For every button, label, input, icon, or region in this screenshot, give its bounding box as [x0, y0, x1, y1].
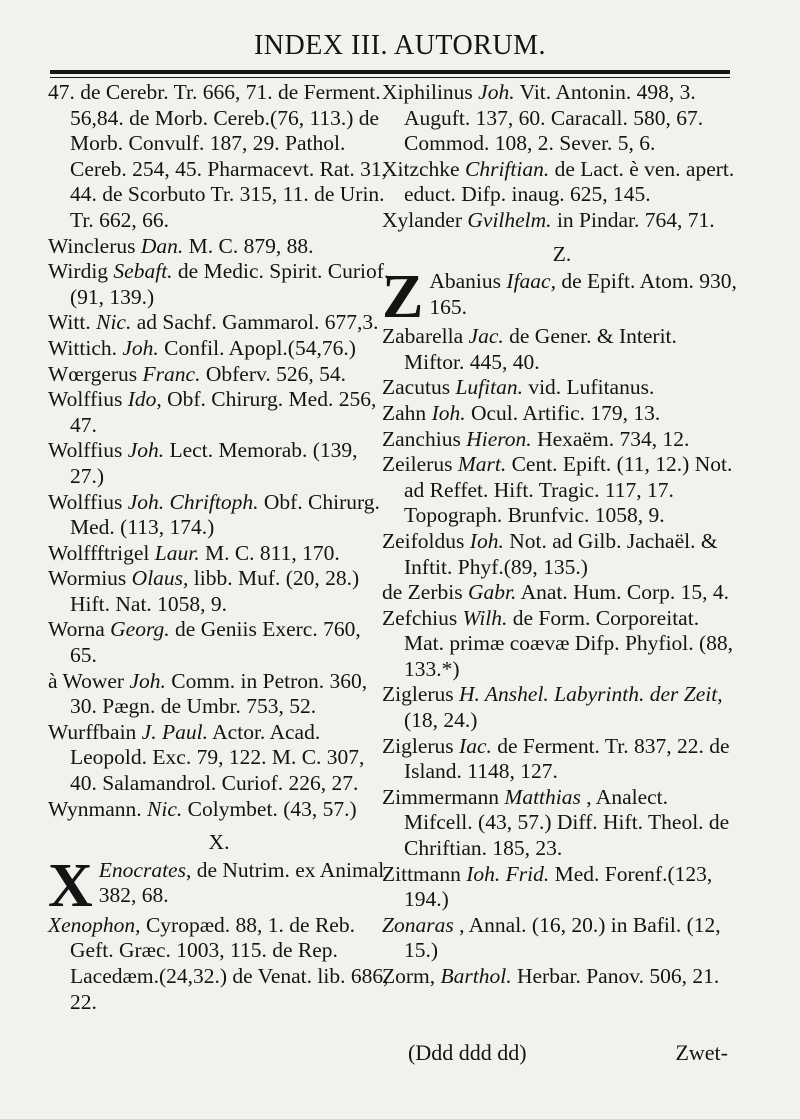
entry-author-given: Joh. [127, 438, 165, 463]
entry-author-name: Zeifoldus [382, 528, 465, 553]
entry-author-name: Wormius [48, 566, 127, 591]
entry-works: vid. Lufitanus. [528, 375, 655, 400]
entry-works: Cent. Epift. (11, 12.) Not. ad Reffet. Hift. Tragic. 117, 17. Topograph. Brunfvic. 1058, 9. [404, 452, 733, 528]
index-entry [48, 797, 390, 823]
entry-author-name: Wirdig [48, 259, 109, 284]
entry-author-given: Chriftian. [464, 156, 550, 181]
index-entry [382, 964, 742, 990]
entry-works: Confil. Apopl.(54,76.) [164, 335, 356, 360]
index-entry [382, 606, 742, 683]
entry-works: M. C. 879, 88. [188, 233, 314, 258]
entry-author-given: Franc. [142, 361, 201, 386]
entry-author-given: Zonaras [382, 912, 454, 937]
entry-author-name: de Zerbis [382, 580, 463, 605]
entry-works: M. C. 811, 170. [204, 540, 340, 565]
entry-author-given: Gvilhelm. [467, 207, 552, 232]
left-entry-list [48, 80, 390, 822]
entry-author-name: Wolffius [48, 489, 123, 514]
entry-author-given: Xenophon, [48, 912, 141, 937]
entry-works: de Lact. è ven. apert. educt. Difp. inaug. 625, 145. [404, 156, 735, 207]
index-entry [382, 375, 742, 401]
index-entry [48, 438, 390, 489]
index-entry [48, 259, 390, 310]
entry-author-name: Wœrgerus [48, 361, 138, 386]
entry-author-given: Olaus, [131, 566, 189, 591]
section-z-first-entry [382, 263, 742, 332]
right-column [382, 80, 742, 990]
entry-author-given: Iac. [459, 733, 492, 758]
index-entry [48, 234, 390, 260]
entry-author-name: Zittmann [382, 861, 461, 886]
index-entry [382, 734, 742, 785]
entry-author-name: Ziglerus [382, 682, 454, 707]
entry-author-given: H. Anshel. Labyrinth. der Zeit, [459, 682, 723, 707]
entry-works: in Pindar. 764, 71. [556, 207, 715, 232]
index-entry [48, 913, 390, 1015]
entry-works: de Gener. & Interit. Miftor. 445, 40. [404, 324, 677, 374]
entry-works: de Geniis Exerc. 760, 65. [70, 617, 361, 668]
entry-works: libb. Muf. (20, 28.) Hift. Nat. 1058, 9. [70, 566, 360, 616]
entry-author-given: Mart. [457, 452, 507, 477]
entry-works: Obferv. 526, 54. [205, 361, 346, 386]
entry-author-name: Winclerus [48, 233, 136, 258]
entry-works: Obf. Chirurg. Med. (113, 174.) [70, 489, 380, 540]
index-entry [382, 682, 742, 733]
entry-author-given: Gabr. [467, 580, 517, 605]
entry-works: Actor. Acad. Leopold. Exc. 79, 122. M. C. 307, 40. Salamandrol. Curiof. 226, 27. [70, 719, 365, 796]
drop-initial-x: X [48, 851, 93, 920]
signature-mark: (Ddd ddd dd) [408, 1040, 527, 1065]
entry-author-given: Nic. [96, 310, 132, 335]
entry-works: 47. de Cerebr. Tr. 666, 71. de Ferment. 56,84. de Morb. Cereb.(76, 113.) de Morb. Convulf. 187, 29. Pathol. Cereb. 254, 45. Pharmacevt. Rat. 31, 44. de Scorbuto Tr. 315, 11. de Urin. Tr. 662, 66. [48, 80, 388, 232]
index-entry [382, 427, 742, 453]
entry-author-name: Zanchius [382, 426, 461, 451]
entry-works: (18, 24.) [404, 708, 478, 733]
entry-author-name: Ziglerus [382, 733, 454, 758]
section-x-entry-list [48, 913, 390, 1015]
entry-author-given: Lufitan. [455, 375, 523, 400]
index-entry [48, 336, 390, 362]
index-entry [382, 913, 742, 964]
index-entry [382, 862, 742, 913]
index-entry [48, 310, 390, 336]
index-entry [382, 208, 742, 234]
entry-works: Med. Forenf.(123, 194.) [404, 861, 713, 912]
entry-works: de Epift. Atom. 930, 165. [429, 269, 737, 319]
entry-works: Anat. Hum. Corp. 15, 4. [520, 580, 729, 605]
index-entry [48, 541, 390, 567]
entry-author-given: Barthol. [440, 964, 512, 988]
section-x-first-entry [48, 851, 390, 920]
entry-author-name: Zabarella [382, 324, 464, 349]
entry-works: de Medic. Spirit. Curiof.(91, 139.) [70, 259, 390, 309]
index-entry [48, 362, 390, 388]
index-entry [48, 566, 390, 617]
index-entry [382, 529, 742, 580]
header-rule-thin [50, 77, 730, 78]
page-title: INDEX III. AUTORUM. [253, 30, 547, 61]
entry-author-name: Wynmann. [48, 796, 142, 821]
entry-works: Cyropæd. 88, 1. de Reb. Geft. Græc. 1003, 115. de Rep. Lacedæm.(24,32.) de Venat. lib. 686, 22. [70, 912, 389, 1014]
entry-author-name: à Wower [48, 668, 125, 693]
index-entry [48, 720, 390, 797]
entry-works: Herbar. Panov. 506, 21. [516, 964, 720, 988]
entry-works: Vit. Antonin. 498, 3. Auguft. 137, 60. Caracall. 580, 67. Commod. 108, 2. Sever. 5, 6. [404, 80, 704, 156]
right-entry-list [382, 80, 742, 234]
entry-works: Lect. Memorab. (139, 27.) [70, 438, 358, 488]
entry-author-name: Xiphilinus [382, 80, 473, 104]
entry-author-name: Zahn [382, 400, 427, 425]
index-entry [48, 387, 390, 438]
index-entry [382, 580, 742, 606]
entry-author-name: Worna [48, 617, 105, 642]
entry-author-given: Georg. [110, 617, 170, 642]
entry-author-name: Zefchius [382, 605, 458, 630]
index-entry [382, 157, 742, 208]
index-entry [382, 452, 742, 529]
entry-works: ad Sachf. Gammarol. 677,3. [136, 310, 379, 335]
index-entry [382, 401, 742, 427]
index-entry [382, 324, 742, 375]
index-entry [382, 785, 742, 862]
header-rule-thick [50, 70, 730, 74]
index-entry [48, 669, 390, 720]
entry-author-name: Wolffius [48, 438, 123, 463]
index-entry [382, 80, 742, 157]
entry-author-given: Joh. Chriftoph. [127, 489, 259, 514]
drop-initial-z: Z [382, 263, 424, 332]
entry-works: Colymbet. (43, 57.) [187, 796, 357, 821]
entry-works: de Form. Corporeitat. Mat. primæ coævæ Difp. Phyfiol. (88, 133.*) [404, 605, 734, 681]
entry-works: , Analect. Mifcell. (43, 57.) Diff. Hift. Theol. de Chriftian. 185, 23. [404, 784, 730, 861]
index-entry [48, 617, 390, 668]
section-letter-x: X. [208, 830, 230, 855]
entry-author-name: Witt. [48, 310, 91, 335]
entry-author-given: Hieron. [466, 426, 532, 451]
entry-author-given: Laur. [154, 540, 200, 565]
catchword: Zwet- [675, 1040, 728, 1065]
entry-works: Comm. in Petron. 360, 30. Pægn. de Umbr. 753, 52. [70, 668, 368, 719]
entry-author-given: Joh. [122, 335, 159, 360]
entry-author-name: Abanius [429, 269, 502, 294]
entry-works: Obf. Chirurg. Med. 256, 47. [70, 387, 377, 437]
entry-author-given: Joh. [478, 80, 515, 104]
entry-author-name: Xylander [382, 207, 462, 232]
entry-author-name: Xitzchke [382, 156, 460, 181]
entry-works: , Annal. (16, 20.) in Bafil. (12, 15.) [404, 912, 721, 963]
entry-author-name: Zimmermann [382, 784, 500, 809]
entry-author-given: Enocrates [98, 857, 186, 882]
entry-author-given: Ioh. [431, 400, 466, 425]
entry-author-name: Wolffius [48, 387, 123, 412]
entry-author-name: Zacutus [382, 375, 451, 400]
entry-works: Not. ad Gilb. Jachaël. & Inftit. Phyf.(89, 135.) [404, 528, 718, 579]
entry-author-given: J. Paul. [141, 719, 208, 744]
entry-works: Hexaëm. 734, 12. [537, 426, 690, 451]
entry-author-given: Ido, [127, 387, 162, 412]
left-column [48, 80, 390, 1015]
entry-works: , de Nutrim. ex Animal. 382, 68. [98, 857, 390, 908]
entry-author-given: Ifaac, [506, 269, 556, 294]
entry-author-name: Wittich. [48, 335, 117, 360]
index-entry [48, 490, 390, 541]
entry-author-name: Wurffbain [48, 719, 137, 744]
entry-author-name: Zeilerus [382, 452, 453, 477]
entry-author-given: Dan. [140, 233, 184, 258]
entry-author-given: Nic. [147, 796, 183, 821]
entry-author-name: Wolffftrigel [48, 540, 150, 565]
entry-works: Ocul. Artific. 179, 13. [470, 400, 661, 425]
section-z-entry-list [382, 324, 742, 989]
section-letter-z: Z. [552, 241, 572, 266]
entry-author-given: Joh. [129, 668, 166, 693]
entry-author-name: Zorm, [382, 964, 436, 988]
entry-author-given: Jac. [468, 324, 504, 349]
entry-author-given: Ioh. [469, 528, 504, 553]
entry-author-given: Ioh. Frid. [466, 861, 550, 886]
entry-works: de Ferment. Tr. 837, 22. de Island. 1148, 127. [404, 733, 730, 784]
entry-author-given: Wilh. [462, 605, 508, 630]
index-entry [48, 80, 390, 234]
entry-author-given: Sebaft. [113, 259, 173, 284]
entry-author-given: Matthias [504, 784, 581, 809]
